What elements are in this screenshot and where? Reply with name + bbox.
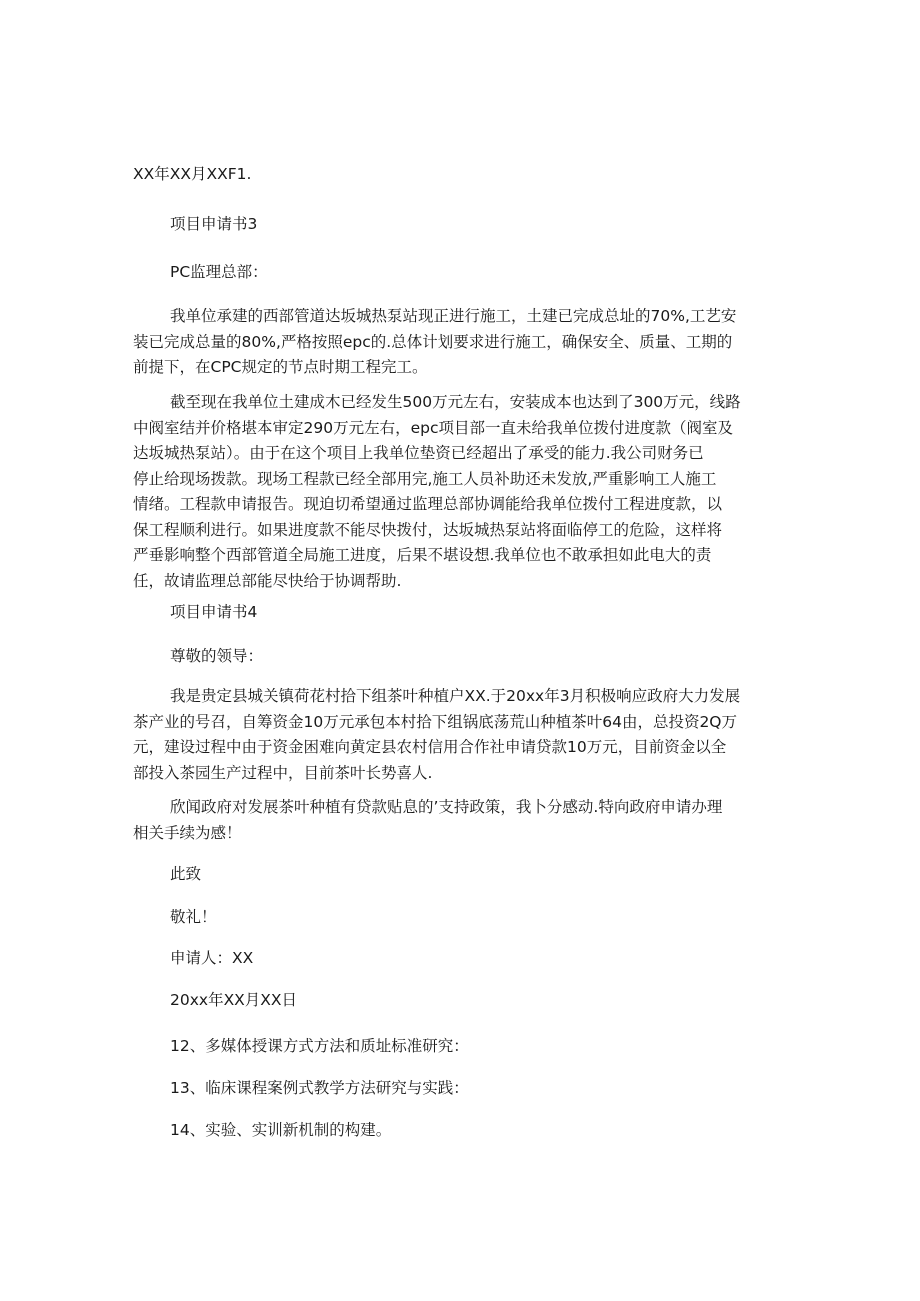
paragraph-line: 装已完成总量的80%,严格按照epc的.总体计划要求进行施工，确保安全、质量、工期的 <box>133 332 733 351</box>
closing-salute: 敬礼！ <box>170 908 217 926</box>
date-top: XX年XX月XXF1. <box>133 165 252 183</box>
closing-regards: 此致 <box>170 865 202 883</box>
paragraph-line: 部投入茶园生产过程中，目前茶叶长势喜人. <box>133 763 433 782</box>
paragraph-line: 前提下，在CPC规定的节点时期工程完工。 <box>133 358 428 376</box>
salutation-4: 尊敬的领导： <box>170 647 264 665</box>
paragraph-line: 截至现在我单位土建成木已经发生500万元左右，安装成本也达到了300万元，线路 <box>170 393 741 411</box>
heading-application-3: 项目申请书3 <box>170 215 258 233</box>
paragraph-line: 停止给现场拨款。现场工程款已经全部用完,施工人员补助还未发放,严重影响工人施工 <box>133 469 717 488</box>
paragraph-4b <box>133 795 783 846</box>
list-item: 14、实验、实训新机制的构建。 <box>170 1121 392 1139</box>
list-item: 12、多媒体授课方式方法和质址标准研究： <box>170 1037 469 1055</box>
paragraph-line: 严垂影响整个西部管道全局施工进度，后果不堪设想.我单位也不敢承担如此电大的责 <box>133 546 712 564</box>
paragraph-line: 达坂城热泵站）。由于在这个项目上我单位垫资已经超出了承受的能力.我公司财务已 <box>133 444 704 462</box>
paragraph-4a <box>133 684 783 786</box>
paragraph-line: 中阀室结并价格堪本审定290万元左右，epc项目部一直未给我单位拨付进度款（阀室及 <box>133 418 733 437</box>
paragraph-line: 欣闻政府对发展茶叶种植有贷款贴息的’支持政策，我卜分感动.特向政府申请办理 <box>170 798 723 816</box>
salutation-3: PC监理总部： <box>170 263 268 281</box>
paragraph-3b <box>133 390 783 594</box>
paragraph-line: 茶产业的号召，自筹资金10万元承包本村拾下组锅底荡荒山种植茶叶64由，总投资2Q万 <box>133 712 738 731</box>
applicant-line: 申请人：XX <box>170 949 254 967</box>
date-bottom: 20xx年XX月XX日 <box>170 991 298 1009</box>
list-item: 13、临床课程案例式教学方法研究与实践： <box>170 1079 469 1097</box>
paragraph-line: 我单位承建的西部管道达坂城热泵站现正进行施工，土建已完成总址的70%,工艺安 <box>170 307 737 325</box>
paragraph-line: 任，故请监理总部能尽快给于协调帮助. <box>133 571 402 590</box>
heading-application-4: 项目申请书4 <box>170 603 258 621</box>
paragraph-3a <box>133 304 783 381</box>
paragraph-line: 相关手续为感！ <box>133 823 242 842</box>
paragraph-line: 情绪。工程款申请报告。现迫切希望通过监理总部协调能给我单位拨付工程进度款，以 <box>133 495 723 513</box>
paragraph-line: 元，建设过程中由于资金困难向黄定县农村信用合作社申请贷款10万元，目前资金以全 <box>133 738 727 756</box>
paragraph-line: 保工程顺利进行。如果进度款不能尽快拨付，达坂城热泵站将面临停工的危险，这样将 <box>133 520 723 539</box>
paragraph-line: 我是贵定县城关镇荷花村拾下组茶叶种植户XX.于20xx年3月积极响应政府大力发展 <box>170 687 741 705</box>
